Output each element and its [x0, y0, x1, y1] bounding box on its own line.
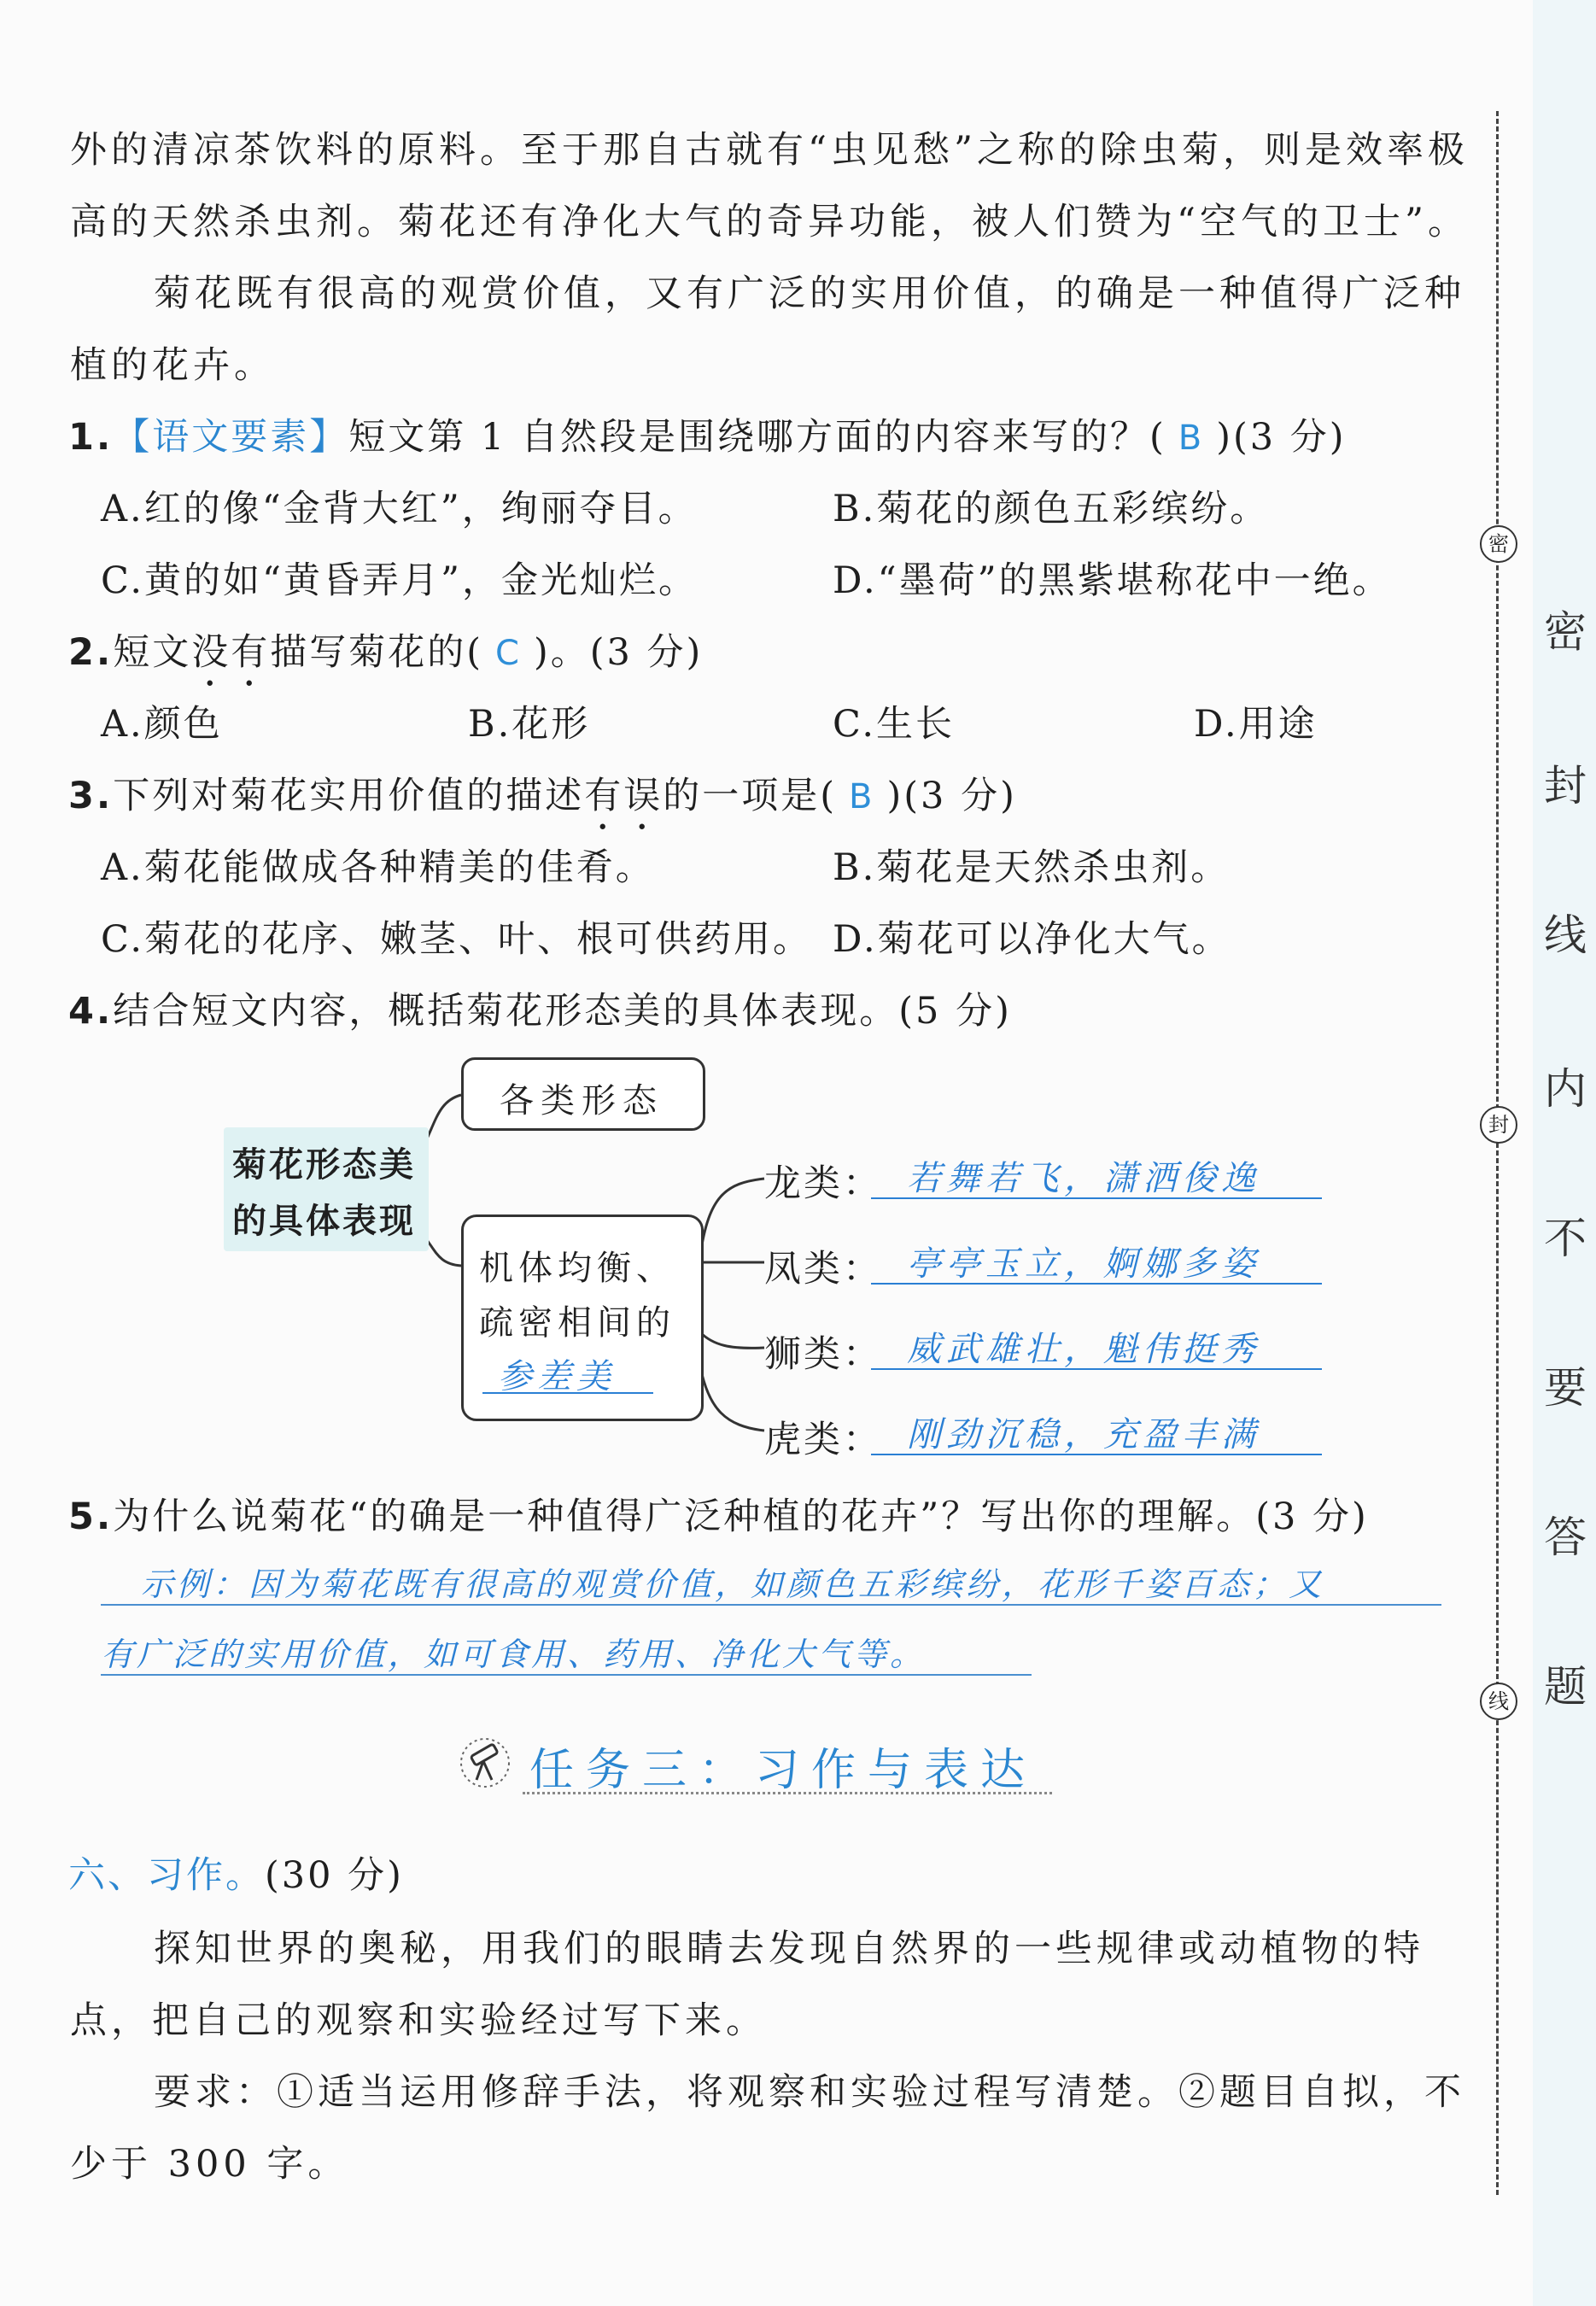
question-number: 3. — [68, 775, 114, 817]
question-score: )(3 分) — [1216, 416, 1347, 459]
seal-text-char: 线 — [1544, 910, 1587, 960]
seal-mark-mi: 密 — [1480, 525, 1517, 563]
question-stem: 结合短文内容，概括菊花形态美的具体表现。(5 分) — [113, 990, 1012, 1033]
question-number: 1. — [68, 416, 114, 459]
task-title-underline — [523, 1792, 1052, 1794]
seal-text-char: 密 — [1544, 607, 1587, 657]
option-c: C.黄的如“黄昏弄月”，金光灿烂。 — [101, 559, 699, 602]
q5-answer-line: 示例：因为菊花既有很高的观赏价值，如颜色五彩缤纷，花形千姿百态；又 — [141, 1566, 1325, 1603]
requirement-line: 少于 300 字。 — [70, 2143, 349, 2186]
passage-line: 菊花既有很高的观赏价值，又有广泛的实用价值，的确是一种值得广泛种 — [154, 272, 1465, 315]
question-stem: 短文第 1 自然段是围绕哪方面的内容来写的？( — [348, 416, 1166, 459]
option-a: A.菊花能做成各种精美的佳肴。 — [101, 846, 655, 889]
section-title: 六、习作。 — [68, 1854, 265, 1897]
option-b: B.菊花是天然杀虫剂。 — [833, 846, 1231, 889]
branch-answer: 威武雄壮，魁伟挺秀 — [907, 1330, 1260, 1369]
diagram-root-line: 的具体表现 — [232, 1202, 416, 1241]
question-score: )(3 分) — [886, 775, 1017, 817]
passage-line: 植的花卉。 — [70, 344, 275, 387]
seal-mark-xian: 线 — [1480, 1683, 1517, 1720]
option-b: B.花形 — [468, 703, 591, 746]
question-stem: 的一项是( — [663, 775, 838, 817]
option-a: A.颜色 — [101, 703, 223, 746]
section-6-heading — [68, 1847, 404, 1899]
diagram-left-box-line: 机体均衡、 — [479, 1249, 675, 1288]
question-number: 5. — [68, 1495, 114, 1538]
question-tag: 【语文要素】 — [113, 416, 349, 459]
emphasis-text: 没有 — [191, 631, 271, 674]
answer-underline — [871, 1197, 1322, 1199]
seal-text-char: 内 — [1544, 1064, 1587, 1114]
question-stem: 为什么说菊花“的确是一种值得广泛种植的花卉”？写出你的理解。(3 分) — [113, 1495, 1369, 1538]
option-d: D.“墨荷”的黑紫堪称花中一绝。 — [833, 559, 1392, 602]
option-d: D.用途 — [1194, 703, 1318, 746]
question-stem: 下列对菊花实用价值的描述 — [113, 775, 585, 817]
answer-choice: C — [495, 634, 522, 673]
seal-mark-feng: 封 — [1480, 1106, 1517, 1144]
prompt-line: 探知世界的奥秘，用我们的眼睛去发现自然界的一些规律或动植物的特 — [154, 1928, 1424, 1970]
requirement-line: 要求：①适当运用修辞手法，将观察和实验过程写清楚。②题目自拟，不 — [154, 2071, 1465, 2114]
branch-answer: 若舞若飞，潇洒俊逸 — [907, 1159, 1260, 1198]
q5-answer-line: 有广泛的实用价值，如可食用、药用、净化大气等。 — [101, 1636, 927, 1673]
diagram-top-box — [461, 1057, 705, 1131]
answer-underline — [871, 1368, 1322, 1370]
option-b: B.菊花的颜色五彩缤纷。 — [833, 488, 1270, 530]
diagram-left-box — [461, 1214, 704, 1421]
answer-underline — [482, 1392, 653, 1394]
branch-label: 虎类： — [764, 1419, 882, 1461]
seal-text-char: 不 — [1544, 1214, 1587, 1263]
diagram-left-box-line: 疏密相间的 — [479, 1303, 675, 1343]
question-number: 2. — [68, 631, 114, 674]
option-d: D.菊花可以净化大气。 — [833, 918, 1231, 961]
passage-line: 高的天然杀虫剂。菊花还有净化大气的奇异功能，被人们赞为“空气的卫士”。 — [70, 201, 1469, 243]
answer-underline — [871, 1454, 1322, 1455]
answer-underline — [101, 1674, 1032, 1676]
branch-label: 龙类： — [764, 1162, 882, 1205]
branch-label: 凤类： — [764, 1248, 882, 1291]
diagram-left-box-answer: 参差美 — [498, 1357, 616, 1396]
branch-answer: 刚劲沉稳，充盈丰满 — [907, 1415, 1260, 1454]
seal-text-char: 答 — [1544, 1513, 1587, 1562]
passage-line: 外的清凉茶饮料的原料。至于那自古就有“虫见愁”之称的除虫菊，则是效率极 — [70, 129, 1469, 172]
option-a: A.红的像“金背大红”，绚丽夺目。 — [101, 488, 698, 530]
answer-choice: B — [1178, 418, 1205, 458]
diagram-root — [224, 1127, 429, 1251]
emphasis-text: 有误 — [584, 775, 664, 817]
question-score: )。(3 分) — [533, 631, 704, 674]
question-number: 4. — [68, 990, 114, 1033]
seal-text-char: 题 — [1544, 1662, 1587, 1712]
seal-text-char: 封 — [1544, 761, 1587, 811]
answer-choice: B — [849, 777, 875, 816]
option-c: C.菊花的花序、嫩茎、叶、根可供药用。 — [101, 918, 813, 961]
branch-answer: 亭亭玉立，婀娜多姿 — [907, 1244, 1260, 1284]
answer-underline — [871, 1283, 1322, 1285]
question-stem: 短文 — [113, 631, 192, 674]
section-score: (30 分) — [265, 1854, 404, 1897]
task-title: 任务三：习作与表达 — [529, 1745, 1038, 1796]
option-c: C.生长 — [833, 703, 956, 746]
diagram-root-line: 菊花形态美 — [232, 1145, 416, 1185]
answer-underline — [101, 1604, 1441, 1606]
question-stem: 描写菊花的( — [270, 631, 484, 674]
branch-label: 狮类： — [764, 1333, 882, 1376]
diagram-top-box-label: 各类形态 — [500, 1081, 664, 1121]
seal-text-char: 要 — [1544, 1363, 1587, 1413]
question-5 — [68, 1488, 1369, 1540]
telescope-icon — [459, 1734, 511, 1790]
prompt-line: 点，把自己的观察和实验经过写下来。 — [70, 1999, 767, 2042]
